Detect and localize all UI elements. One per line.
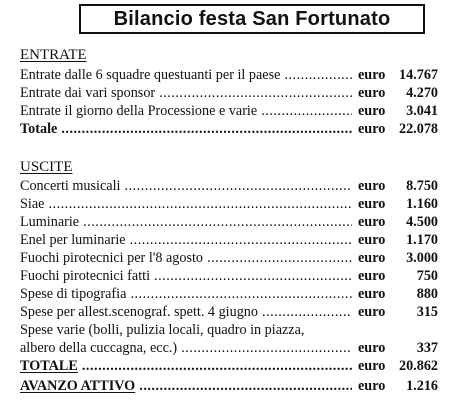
entrate-row (20, 66, 440, 84)
row-currency: euro (358, 196, 386, 212)
row-label: Entrate il giorno della Processione e varie ..... (20, 102, 352, 120)
row-label: Fuochi pirotecnici per l'8 agosto ..... (20, 249, 352, 267)
row-label: Entrate dai vari sponsor ..... (20, 84, 352, 102)
row-amount: 750 (416, 268, 438, 284)
entrate-heading: ENTRATE (20, 47, 87, 63)
row-currency: euro (358, 250, 386, 266)
row-currency: euro (358, 304, 386, 320)
entrate-total-row (20, 120, 440, 138)
row-label: Siae ..... (20, 195, 352, 213)
row-currency: euro (358, 232, 386, 248)
row-currency: euro (358, 340, 386, 356)
uscite-row (20, 303, 440, 321)
row-label: albero della cuccagna, ecc.) ..... (20, 339, 352, 357)
entrate-row (20, 84, 440, 102)
row-label: Concerti musicali ..... (20, 177, 352, 195)
avanzo-row (20, 377, 440, 395)
total-amount: 22.078 (398, 121, 438, 137)
total-label: TOTALE (20, 358, 78, 374)
row-currency: euro (358, 286, 386, 302)
avanzo-amount: 1.216 (406, 378, 438, 394)
row-label: Spese per allest.scenograf. spett. 4 giugno ..... (20, 303, 352, 321)
total-label-wrap (20, 357, 352, 375)
entrate-row (20, 102, 440, 120)
row-label: Fuochi pirotecnici fatti ..... (20, 267, 352, 285)
total-currency: euro (358, 121, 386, 137)
row-label: Entrate dalle 6 squadre questuanti per il paese ..... (20, 66, 352, 84)
row-currency: euro (358, 268, 386, 284)
total-label: Totale ..... (20, 120, 352, 138)
row-amount: 337 (416, 340, 438, 356)
row-label: Luminarie ..... (20, 213, 352, 231)
total-amount: 20.862 (398, 358, 438, 374)
row-currency: euro (358, 85, 386, 101)
uscite-row (20, 213, 440, 231)
uscite-row (20, 177, 440, 195)
uscite-row (20, 231, 440, 249)
avanzo-currency: euro (358, 378, 386, 394)
row-amount: 14.767 (398, 67, 438, 83)
uscite-row (20, 339, 440, 357)
document-title: Bilancio festa San Fortunato (79, 4, 425, 34)
row-amount: 3.000 (406, 250, 438, 266)
uscite-heading: USCITE (20, 159, 73, 175)
total-currency: euro (358, 358, 386, 374)
row-currency: euro (358, 178, 386, 194)
uscite-row (20, 285, 440, 303)
row-amount: 4.500 (406, 214, 438, 230)
row-amount: 8.750 (406, 178, 438, 194)
avanzo-label-wrap (20, 377, 352, 395)
avanzo-label: AVANZO ATTIVO (20, 378, 136, 394)
row-amount: 315 (416, 304, 438, 320)
row-currency: euro (358, 103, 386, 119)
row-amount: 3.041 (406, 103, 438, 119)
row-amount: 1.160 (406, 196, 438, 212)
row-currency: euro (358, 67, 386, 83)
row-amount: 1.170 (406, 232, 438, 248)
row-amount: 4.270 (406, 85, 438, 101)
uscite-total-row (20, 357, 440, 375)
uscite-row (20, 267, 440, 285)
uscite-row (20, 249, 440, 267)
row-label: Spese di tipografia ..... (20, 285, 352, 303)
row-currency: euro (358, 214, 386, 230)
spese-varie-line: Spese varie (bolli, pulizia locali, quadro in piazza, (20, 322, 305, 338)
row-amount: 880 (416, 286, 438, 302)
uscite-row (20, 195, 440, 213)
row-label: Enel per luminarie ..... (20, 231, 352, 249)
